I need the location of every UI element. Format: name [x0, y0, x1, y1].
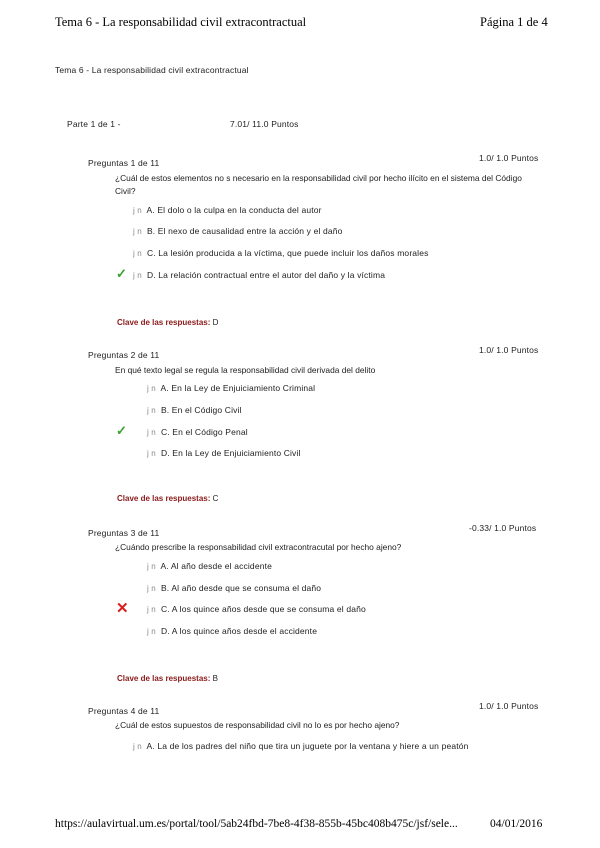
radio-icon[interactable]: j n [147, 449, 156, 458]
option-text: A los quince años desde el accidente [171, 626, 318, 636]
option-text: Al año desde que se consuma el daño [171, 583, 322, 593]
radio-icon[interactable]: j n [147, 562, 156, 571]
answer-key [117, 674, 218, 683]
radio-icon[interactable]: j n [133, 227, 142, 236]
question-number: Preguntas 1 de 11 [88, 158, 160, 168]
option-text: A los quince años desde que se consuma el daño [171, 604, 366, 614]
option-letter: D. [146, 270, 156, 280]
radio-icon[interactable]: j n [147, 605, 156, 614]
question-text: ¿Cuál de estos elementos no s necesario en la responsabilidad civil por hecho ilícito en el sistema del Código Civil? [115, 173, 522, 196]
answer-key-label: Clave de las respuestas: [117, 494, 211, 503]
option-letter: B. [160, 405, 170, 415]
option-letter: A. [160, 383, 169, 393]
correct-check-icon: ✓ [116, 266, 127, 281]
option-text: La relación contractual entre el autor del daño y la víctima [158, 270, 386, 280]
question-text: ¿Cuándo prescribe la responsabilidad civil extracontracutal por hecho ajeno? [115, 542, 402, 552]
option-text: Al año desde el accidente [170, 561, 272, 571]
option-letter: C. [160, 427, 170, 437]
option-letter: C. [160, 604, 170, 614]
part-points: 7.01/ 11.0 Puntos [230, 119, 299, 129]
page-header-title: Tema 6 - La responsabilidad civil extracontractual [55, 15, 307, 29]
answer-option[interactable] [147, 427, 248, 437]
answer-key-value: B [212, 674, 218, 683]
question-number: Preguntas 3 de 11 [88, 528, 160, 538]
answer-key-label: Clave de las respuestas: [117, 674, 211, 683]
radio-icon[interactable]: j n [133, 271, 142, 280]
option-text: En la Ley de Enjuiciamiento Civil [172, 448, 301, 458]
answer-option[interactable] [133, 270, 385, 280]
option-text: En el Código Penal [172, 427, 248, 437]
answer-option[interactable] [147, 626, 317, 636]
page-number: Página 1 de 4 [480, 15, 548, 29]
footer-url: https://aulavirtual.um.es/portal/tool/5ab24fbd-7be8-4f38-855b-45bc408b475c/jsf/sele... [55, 818, 458, 830]
option-letter: D. [160, 448, 170, 458]
option-text: En la Ley de Enjuiciamiento Criminal [171, 383, 316, 393]
option-letter: A. [146, 741, 155, 751]
radio-icon[interactable]: j n [147, 384, 156, 393]
answer-option[interactable] [133, 738, 477, 755]
option-letter: A. [146, 205, 155, 215]
answer-option[interactable] [133, 248, 429, 258]
option-letter: D. [160, 626, 170, 636]
question-score: 1.0/ 1.0 Puntos [479, 153, 539, 163]
answer-option[interactable] [147, 405, 242, 415]
question-number: Preguntas 2 de 11 [88, 350, 160, 360]
radio-icon[interactable]: j n [147, 627, 156, 636]
answer-option[interactable] [147, 448, 301, 458]
answer-option[interactable] [133, 226, 343, 236]
answer-key [117, 318, 218, 327]
answer-option[interactable] [147, 383, 315, 393]
radio-icon[interactable]: j n [147, 406, 156, 415]
option-text: El dolo o la culpa en la conducta del autor [157, 205, 322, 215]
question-score: 1.0/ 1.0 Puntos [479, 701, 539, 711]
correct-check-icon: ✓ [116, 423, 127, 438]
radio-icon[interactable]: j n [133, 742, 142, 751]
option-letter: B. [160, 583, 170, 593]
radio-icon[interactable]: j n [133, 249, 142, 258]
answer-key-value: D [212, 318, 219, 327]
answer-option[interactable] [133, 205, 322, 215]
incorrect-cross-icon: ✕ [116, 600, 129, 617]
radio-icon[interactable]: j n [147, 584, 156, 593]
radio-icon[interactable]: j n [147, 428, 156, 437]
part-label: Parte 1 de 1 - [67, 119, 121, 129]
option-text: La de los padres del niño que tira un juguete por la ventana y hiere a un peatón [157, 741, 469, 751]
footer-date: 04/01/2016 [490, 818, 543, 830]
question-text: ¿Cuál de estos supuestos de responsabilidad civil no lo es por hecho ajeno? [115, 720, 400, 730]
quiz-title: Tema 6 - La responsabilidad civil extracontractual [55, 65, 249, 75]
answer-option[interactable] [147, 604, 366, 614]
answer-option[interactable] [147, 583, 321, 593]
question-number: Preguntas 4 de 11 [88, 706, 160, 716]
question-score: -0.33/ 1.0 Puntos [469, 523, 537, 533]
option-letter: C. [146, 248, 156, 258]
answer-key-label: Clave de las respuestas: [117, 318, 211, 327]
question-score: 1.0/ 1.0 Puntos [479, 345, 539, 355]
answer-key [117, 494, 218, 503]
answer-option[interactable] [147, 561, 272, 571]
option-text: El nexo de causalidad entre la acción y el daño [157, 226, 343, 236]
radio-icon[interactable]: j n [133, 206, 142, 215]
option-letter: A. [160, 561, 169, 571]
option-text: En el Código Civil [171, 405, 242, 415]
question-text: En qué texto legal se regula la responsabilidad civil derivada del delito [115, 365, 376, 375]
option-letter: B. [146, 226, 156, 236]
answer-key-value: C [212, 494, 219, 503]
option-text: La lesión producida a la víctima, que puede incluir los daños morales [158, 248, 429, 258]
